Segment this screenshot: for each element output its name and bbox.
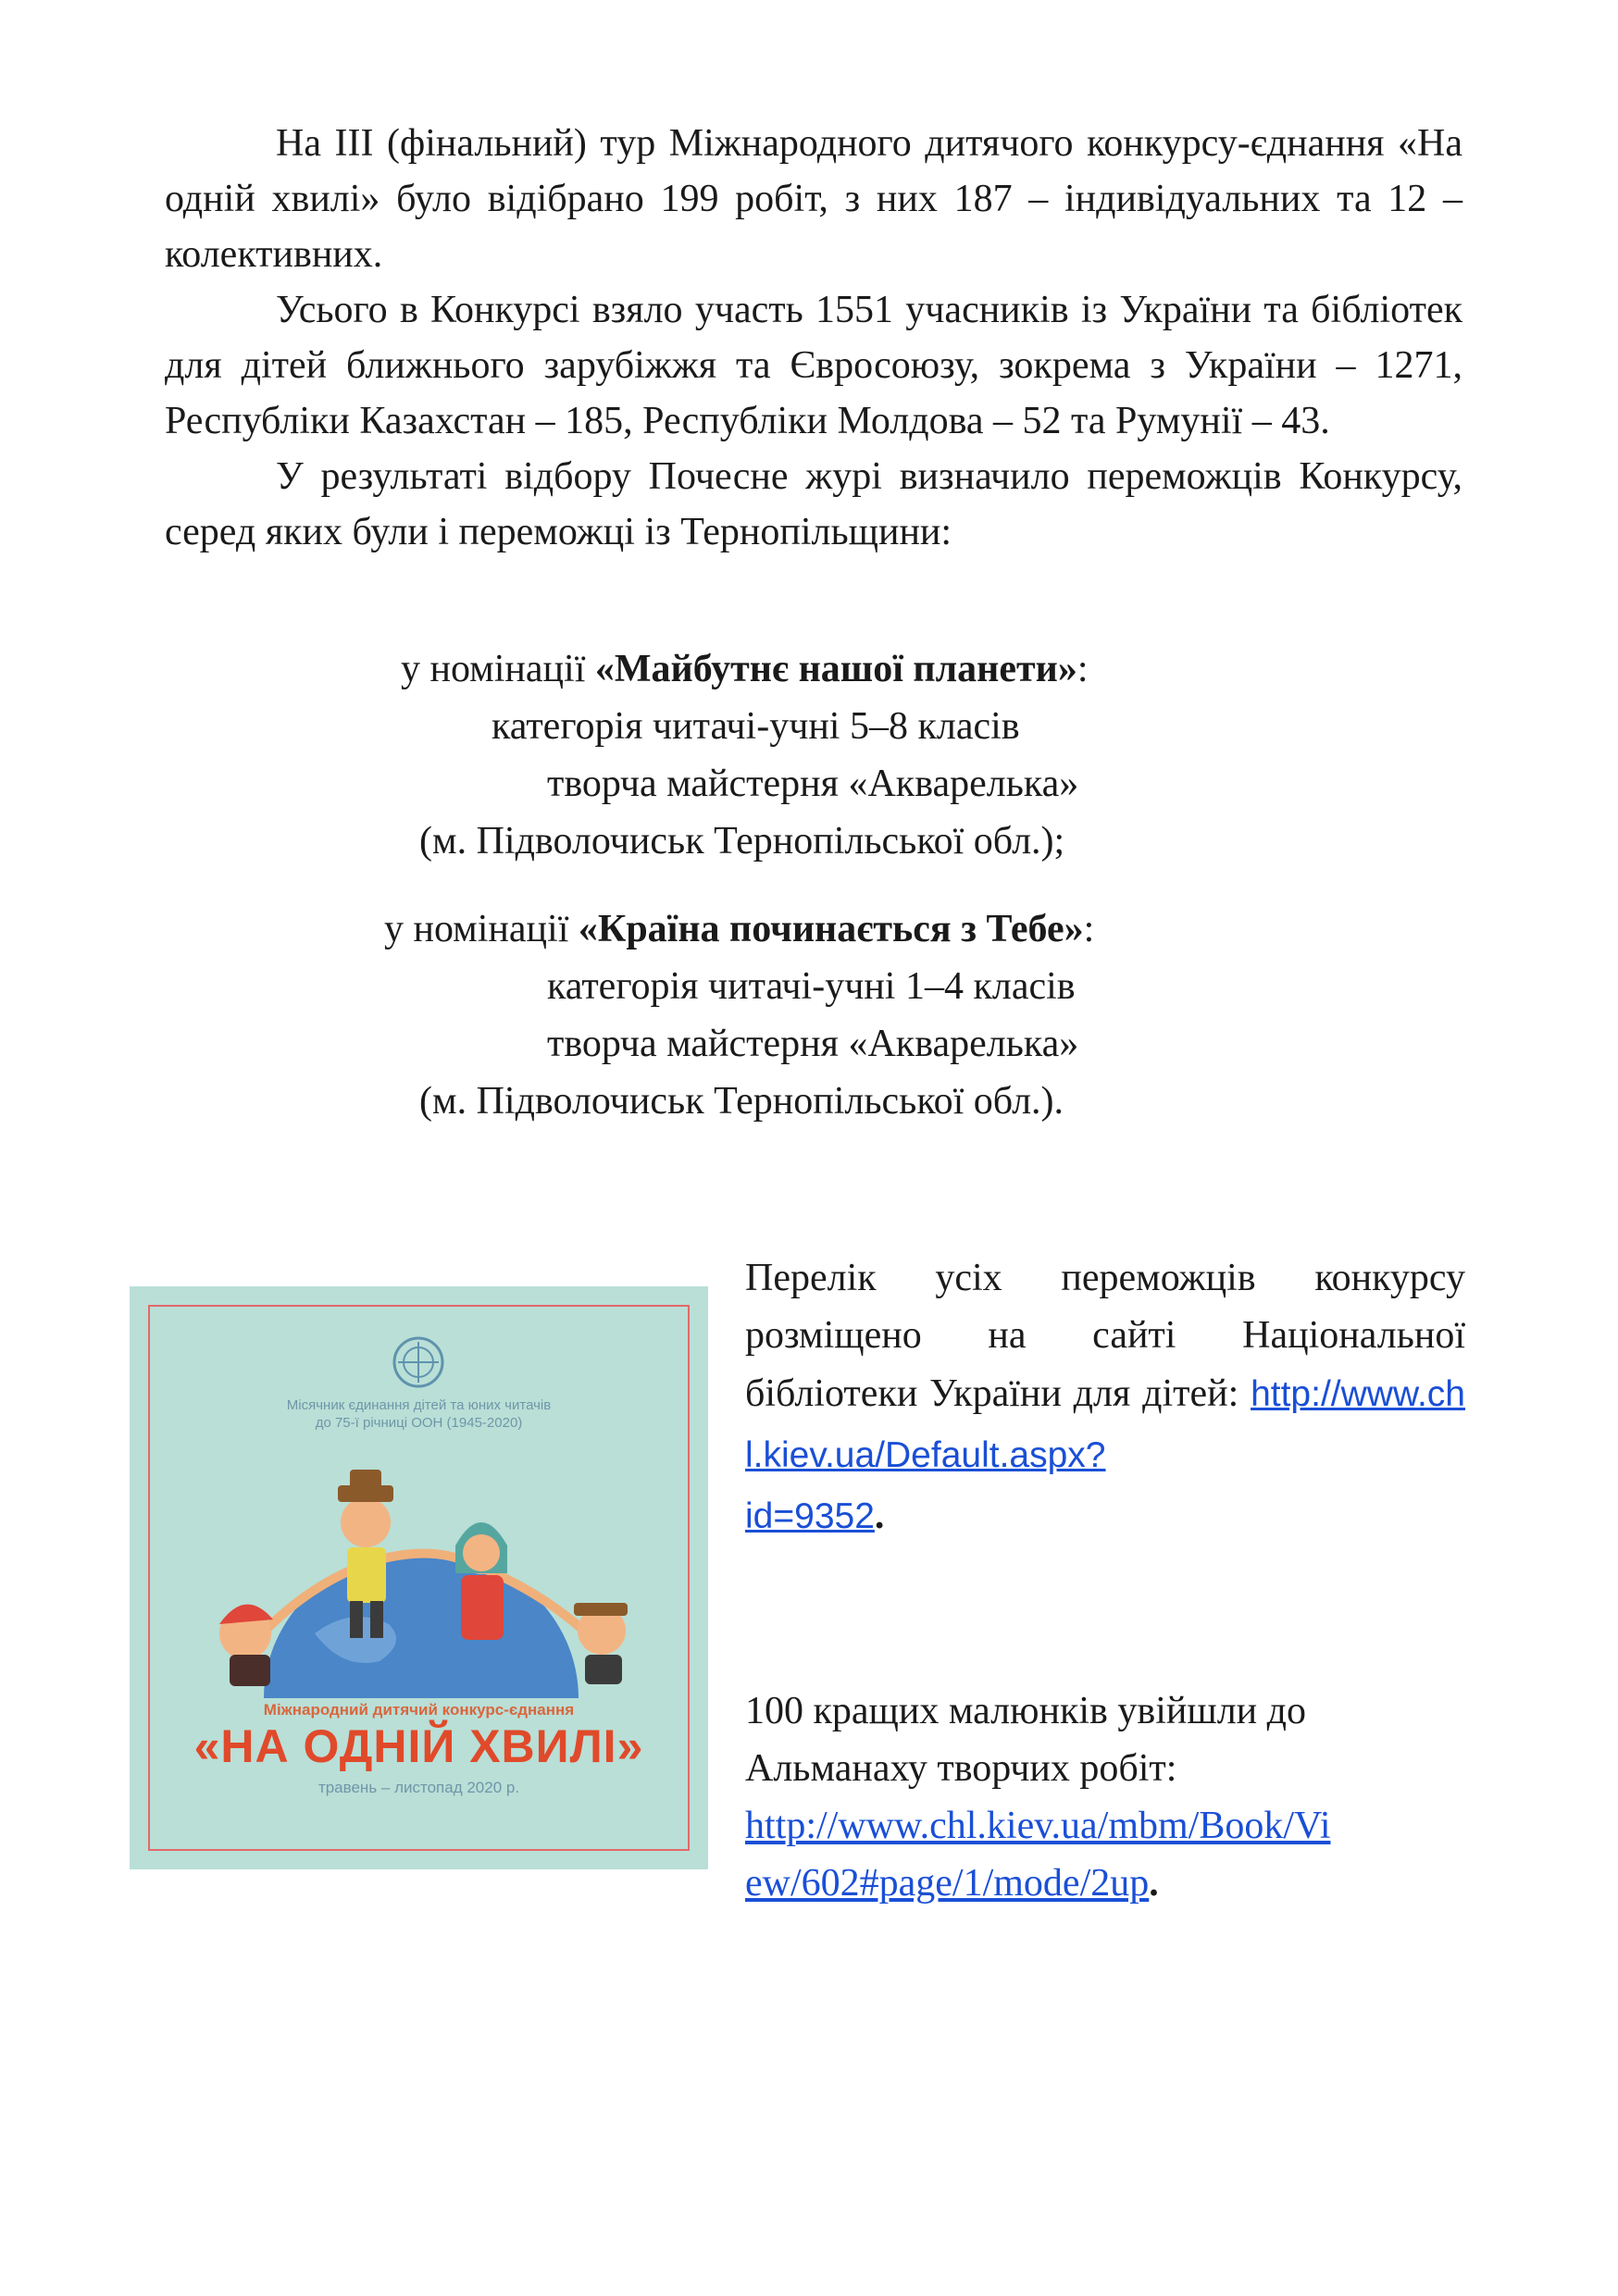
poster-subtitle: Міжнародний дитячий конкурс-єднання (263, 1701, 575, 1719)
nomination-2 (165, 900, 1462, 1130)
winners-note (745, 1249, 1465, 1547)
nomination-1-title: «Майбутнє нашої планети» (594, 648, 1077, 690)
nomination-1-studio: творча майстерня «Акварелька» (547, 763, 1079, 805)
almanac-note-text: 100 кращих малюнків увійшли до Альманаху творчих робіт: (745, 1690, 1307, 1790)
paragraph-jury: У результаті відбору Почесне журі визначило переможців Конкурсу, серед яких були і переможці із Тернопільщини: (165, 455, 1462, 553)
contest-poster (130, 1286, 708, 1869)
nomination-1-category: категорія читачі-учні 5–8 класів (492, 705, 1020, 748)
nomination-2-prefix: у номінації (384, 908, 579, 950)
almanac-link-part-2[interactable]: ew/602#page/1/mode/2up (745, 1862, 1150, 1905)
winners-note-text: Перелік усіх переможців конкурсу розміщено на сайті Національної бібліотеки України для дітей: (745, 1257, 1465, 1415)
almanac-note-end: . (1149, 1862, 1159, 1905)
winners-link-part-1[interactable]: http://www.chl.kiev.ua/Default.aspx? (745, 1374, 1465, 1475)
almanac-note (745, 1682, 1465, 1912)
intro-text (165, 116, 1462, 560)
nomination-1-suffix: : (1077, 648, 1089, 690)
paragraph-final-round: На ІІІ (фінальний) тур Міжнародного дитячого конкурсу-єднання «На одній хвилі» було відібрано 199 робіт, з них 187 – індивідуальних та 12 – колективних. (165, 122, 1462, 276)
poster-top-text-2: до 75-ї річниці ООН (1945-2020) (315, 1415, 523, 1431)
almanac-link-part-1[interactable]: http://www.chl.kiev.ua/mbm/Book/Vi (745, 1805, 1331, 1847)
poster-top-text-1: Місячник єдинання дітей та юних читачів (286, 1397, 552, 1413)
winners-note-end: . (874, 1495, 885, 1537)
nomination-2-studio: творча майстерня «Акварелька» (547, 1023, 1079, 1065)
nomination-2-title: «Країна починається з Тебе» (578, 908, 1084, 950)
nomination-2-suffix: : (1083, 908, 1095, 950)
poster-date: травень – листопад 2020 р. (317, 1779, 520, 1796)
nomination-1 (165, 640, 1462, 870)
nomination-2-category: категорія читачі-учні 1–4 класів (547, 965, 1076, 1008)
nomination-1-prefix: у номінації (401, 648, 595, 690)
paragraph-participants: Усього в Конкурсі взяло участь 1551 учасників із України та бібліотек для дітей ближнього зарубіжжя та Євросоюзу, зокрема з України – 1271, Республіки Казахстан – 185, Республіки Молдова – 52 та Румунії – 43. (165, 289, 1462, 442)
children-globe-illustration (167, 1434, 671, 1698)
poster-title: «НА ОДНІЙ ХВИЛІ» (193, 1720, 644, 1772)
nomination-2-place: (м. Підволочиськ Тернопільської обл.). (419, 1080, 1064, 1123)
nomination-1-place: (м. Підволочиськ Тернопільської обл.); (419, 820, 1065, 863)
un-emblem-icon (391, 1334, 446, 1390)
winners-link-part-2[interactable]: id=9352 (745, 1496, 875, 1536)
